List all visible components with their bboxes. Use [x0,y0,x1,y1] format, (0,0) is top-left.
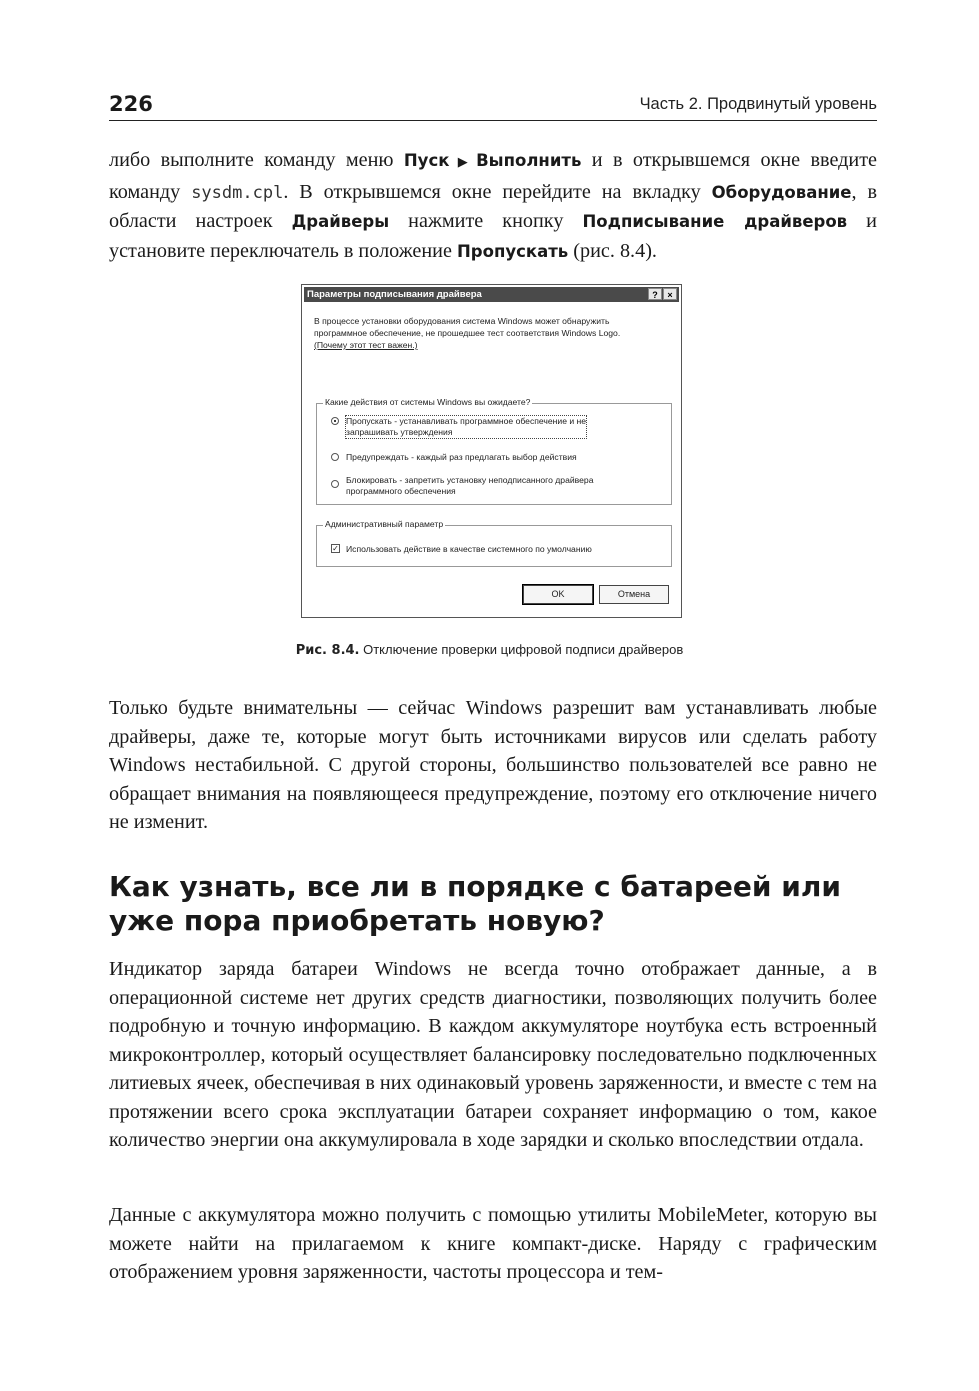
action-groupbox [316,397,672,505]
radio-skip-line2: запрашивать утверждения [346,427,453,437]
close-icon[interactable]: × [663,288,677,300]
text-segment: и установите переключатель в положение [109,210,877,262]
text-segment: нажмите кнопку [389,210,583,232]
paragraph-mobilemeter: Данные с аккумулятора можно получить с помощью утилиты MobileMeter, которую вы можете найти на прилагаемом к книге компакт-диске. Наряду с графическим отображением уровня заряженности, частоты процессора и тем- [109,1204,877,1283]
ok-button[interactable]: OK [523,585,593,604]
radio-skip-indicator[interactable] [331,417,339,425]
admin-groupbox [316,519,672,567]
dialog-title: Параметры подписывания драйвера [307,289,482,300]
default-action-checkbox[interactable]: ✓ [332,544,339,553]
caption-number: Рис. 8.4. [295,643,360,658]
radio-block-indicator[interactable] [331,480,339,488]
menu-start-label: Пуск [403,151,450,170]
paragraph-warning: Только будьте внимательны — сейчас Windows разрешит вам устанавливать любые драйверы, даже те, которые могут быть источниками вирусов или сделать работу Windows нестабильной. С другой стороны, большинство пользователей все равно не обращает внимания на появляющееся предупреждение, поэтому его отключение ничего не изменит. [109,697,877,833]
default-action-label: Использовать действие в качестве системного по умолчанию [346,544,592,554]
radio-block-line1: Блокировать - запретить установку неподписанного драйвера [346,475,594,485]
command-code: sysdm.cpl [191,182,284,203]
cancel-button[interactable]: Отмена [599,585,669,604]
section-heading: Как узнать, все ли в порядке с батареей или уже пора приобретать новую? [109,870,842,937]
driver-signing-button-label: Подписывание драйверов [582,212,848,231]
skip-option-label: Пропускать [457,241,569,261]
figure-caption [0,642,979,658]
driver-signing-dialog [301,284,682,618]
admin-group-title: Административный параметр [325,519,444,529]
text-segment: и в открывшемся окне введите команду [109,149,878,203]
menu-arrow-icon: ▶ [452,155,474,170]
caption-text: Отключение проверки цифровой подписи драйверов [359,642,684,657]
page-header [109,90,877,121]
radio-warn-indicator[interactable] [331,453,339,461]
paragraph-instructions [109,146,877,266]
page-number: 226 [109,92,153,116]
tab-hardware-label: Оборудование [711,182,852,202]
action-group-title: Какие действия от системы Windows вы ожидаете? [325,397,531,407]
radio-skip-label [346,416,586,438]
help-icon[interactable]: ? [648,288,662,300]
text-segment: . В открывшемся окне перейдите на вкладку [283,180,712,203]
paragraph-battery-indicator: Индикатор заряда батареи Windows не всегда точно отображает данные, а в операционной системе нет других средств диагностики, позволяющих получить более подробную и точную информацию. В каждом аккумуляторе ноутбука есть встроенный микроконтроллер, который осуществляет балансировку последовательно подключенных литиевых ячеек, обеспечивая в них одинаковый уровень заряженности, и вместе с тем на протяжении всего срока эксплуатации батареи сохраняет информацию о том, какое количество энергии она аккумулировала в ходе зарядки и сколько впоследствии отдала. [109,958,877,1151]
why-test-link[interactable]: (Почему этот тест важен.) [314,340,418,350]
radio-block-label [346,475,593,497]
dialog-titlebar [304,287,679,302]
text-segment: , в области настроек [109,180,877,232]
text-segment: либо выполните команду меню [109,149,404,171]
radio-block-line2: программного обеспечения [346,486,456,496]
radio-warn-label: Предупреждать - каждый раз предлагать выбор действия [346,452,577,462]
text-segment: (рис. 8.4). [568,239,657,262]
menu-run-label: Выполнить [476,151,582,170]
intro-text: В процессе установки оборудования система Windows может обнаружить программное обеспечение, не прошедшее тест соответствия Windows Logo. [314,316,621,338]
running-head: Часть 2. Продвинутый уровень [639,95,877,113]
drivers-area-label: Драйверы [291,212,390,231]
dialog-intro [314,315,634,351]
radio-skip-line1: Пропускать - устанавливать программное обеспечение и не [346,416,587,426]
